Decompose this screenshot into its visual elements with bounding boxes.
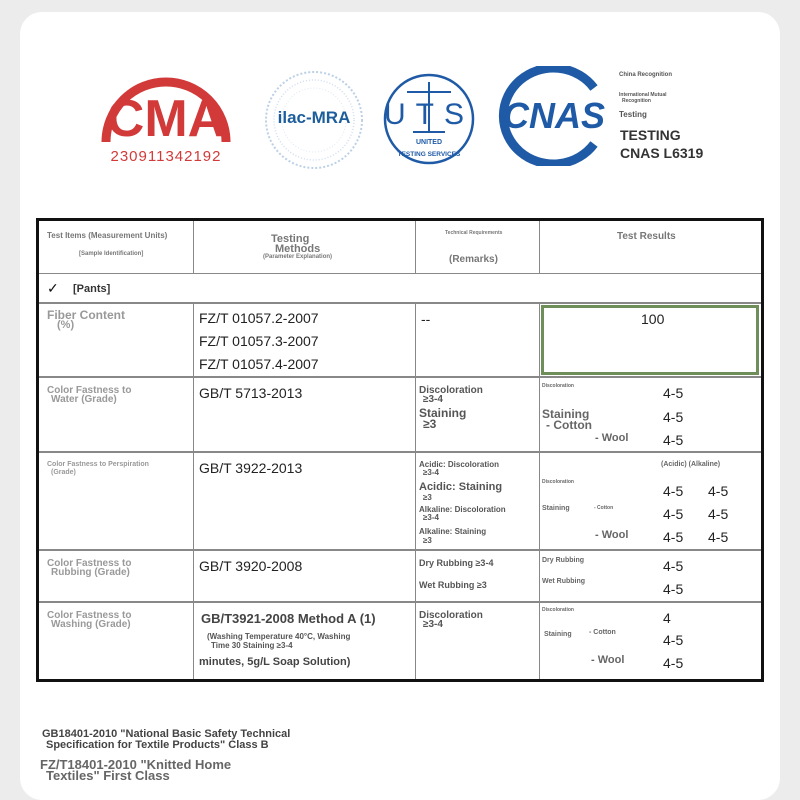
washing-res-cotton: - Cotton (589, 629, 616, 636)
water-item-2: Water (Grade) (51, 394, 117, 405)
uts-testing-services: TESTING SERVICES (397, 151, 461, 158)
rubbing-req-2: Wet Rubbing ≥3 (419, 580, 487, 590)
perspiration-res-staining: Staining (542, 505, 570, 512)
washing-val-3: 4-5 (663, 655, 684, 671)
rubbing-req-1: Dry Rubbing ≥3-4 (419, 558, 494, 568)
water-res-staining: Staining (542, 407, 590, 421)
perspiration-alk-1: 4-5 (708, 483, 729, 499)
perspiration-req-1v: ≥3-4 (423, 468, 439, 477)
perspiration-acid-2: 4-5 (663, 506, 684, 522)
water-req-1: Discoloration (419, 385, 483, 396)
footer-line-2: Specification for Textile Products" Class B (46, 739, 269, 751)
cnas-line-5: TESTING (620, 127, 681, 143)
cma-letters: CMA (106, 90, 226, 148)
header-sample-id: [Sample Identification] (79, 251, 144, 257)
header-methods-2: Methods (275, 243, 321, 255)
header-test-results: Test Results (617, 231, 676, 242)
cnas-logo (490, 66, 616, 166)
cnas-line-6: CNAS L6319 (620, 145, 704, 161)
cnas-line-3: Recognition (622, 98, 651, 104)
header-methods-1: Testing (271, 233, 310, 245)
perspiration-item-2: (Grade) (51, 469, 76, 476)
perspiration-req-2: Acidic: Staining (419, 481, 503, 493)
washing-item-1: Color Fastness to (47, 610, 132, 621)
header-remarks: (Remarks) (449, 254, 498, 265)
perspiration-method: GB/T 3922-2013 (199, 460, 303, 476)
accreditation-logos (0, 0, 800, 200)
washing-res-staining: Staining (544, 631, 572, 638)
water-req-2: Staining (419, 406, 467, 420)
fiber-method-3: FZ/T 01057.4-2007 (199, 356, 319, 372)
footer-line-3: FZ/T18401-2010 "Knitted Home (40, 757, 232, 772)
footer-line-4: Textiles" First Class (46, 768, 170, 783)
header-methods-sub: (Parameter Explanation) (263, 254, 333, 260)
cnas-line-4: Testing (619, 110, 647, 119)
perspiration-item: Color Fastness to Perspiration (47, 461, 149, 468)
fiber-item-1: Fiber Content (47, 308, 125, 322)
test-results-table (36, 218, 764, 682)
fiber-req: -- (421, 311, 431, 327)
perspiration-alk-2: 4-5 (708, 506, 729, 522)
washing-val-1: 4 (663, 610, 671, 626)
perspiration-req-4: Alkaline: Staining (419, 527, 487, 536)
water-res-discoloration: Discoloration (542, 383, 574, 389)
check-icon: ✓ (47, 280, 59, 296)
header-test-items: Test Items (Measurement Units) (47, 231, 168, 240)
footer-line-1: GB18401-2010 "National Basic Safety Technical (42, 728, 291, 740)
uts-united: UNITED (415, 139, 443, 146)
cnas-line-1: China Recognition (619, 72, 672, 78)
rubbing-method: GB/T 3920-2008 (199, 558, 303, 574)
rubbing-val-1: 4-5 (663, 558, 684, 574)
rubbing-item-2: Rubbing (Grade) (51, 567, 130, 578)
washing-res-discoloration: Discoloration (542, 607, 574, 613)
perspiration-acid-3: 4-5 (663, 529, 684, 545)
fiber-method-1: FZ/T 01057.2-2007 (199, 310, 319, 326)
perspiration-req-3: Alkaline: Discoloration (419, 505, 506, 514)
water-res-cotton: - Cotton (546, 418, 592, 432)
water-req-1v: ≥3-4 (423, 394, 443, 405)
uts-letters: UTS (384, 98, 474, 131)
water-item-1: Color Fastness to (47, 385, 132, 396)
perspiration-req-1: Acidic: Discoloration (419, 460, 500, 469)
water-req-2v: ≥3 (423, 417, 437, 431)
washing-method-sub-1: (Washing Temperature 40°C, Washing (207, 632, 351, 641)
perspiration-res-discoloration: Discoloration (542, 479, 574, 485)
water-val-3: 4-5 (663, 432, 684, 448)
fiber-method-2: FZ/T 01057.3-2007 (199, 333, 319, 349)
water-val-2: 4-5 (663, 409, 684, 425)
rubbing-res-wet: Wet Rubbing (542, 578, 586, 585)
washing-val-2: 4-5 (663, 632, 684, 648)
rubbing-val-2: 4-5 (663, 581, 684, 597)
rubbing-item-1: Color Fastness to (47, 558, 132, 569)
perspiration-acid-1: 4-5 (663, 483, 684, 499)
washing-method-sub-3: minutes, 5g/L Soap Solution) (199, 656, 351, 668)
rubbing-res-dry: Dry Rubbing (542, 557, 584, 564)
fiber-result: 100 (641, 311, 665, 327)
ilac-mra-text: ilac-MRA (277, 108, 351, 127)
perspiration-alk-3: 4-5 (708, 529, 729, 545)
uts-logo (383, 70, 475, 168)
water-res-wool: - Wool (595, 432, 629, 444)
section-pants: [Pants] (73, 283, 111, 295)
water-method: GB/T 5713-2013 (199, 385, 303, 401)
fiber-item-2: (%) (57, 319, 75, 331)
washing-res-wool: - Wool (591, 654, 625, 666)
washing-method-sub-2: Time 30 Staining ≥3-4 (211, 641, 293, 650)
perspiration-res-wool: - Wool (595, 529, 629, 541)
washing-req-1: Discoloration (419, 610, 483, 621)
header-technical-requirements: Technical Requirements (445, 230, 503, 236)
cnas-letters: CNAS (502, 95, 606, 136)
perspiration-req-4v: ≥3 (423, 536, 432, 545)
water-val-1: 4-5 (663, 385, 684, 401)
washing-method: GB/T3921-2008 Method A (1) (201, 611, 376, 626)
perspiration-req-2v: ≥3 (423, 493, 432, 502)
perspiration-req-3v: ≥3-4 (423, 513, 439, 522)
perspiration-res-cotton: - Cotton (594, 505, 614, 511)
cnas-line-2: International Mutual (619, 92, 667, 98)
cma-number: 230911342192 (110, 148, 222, 165)
washing-req-1v: ≥3-4 (423, 619, 443, 630)
perspiration-col-head: (Acidic) (Alkaline) (661, 461, 721, 468)
washing-item-2: Washing (Grade) (51, 619, 131, 630)
